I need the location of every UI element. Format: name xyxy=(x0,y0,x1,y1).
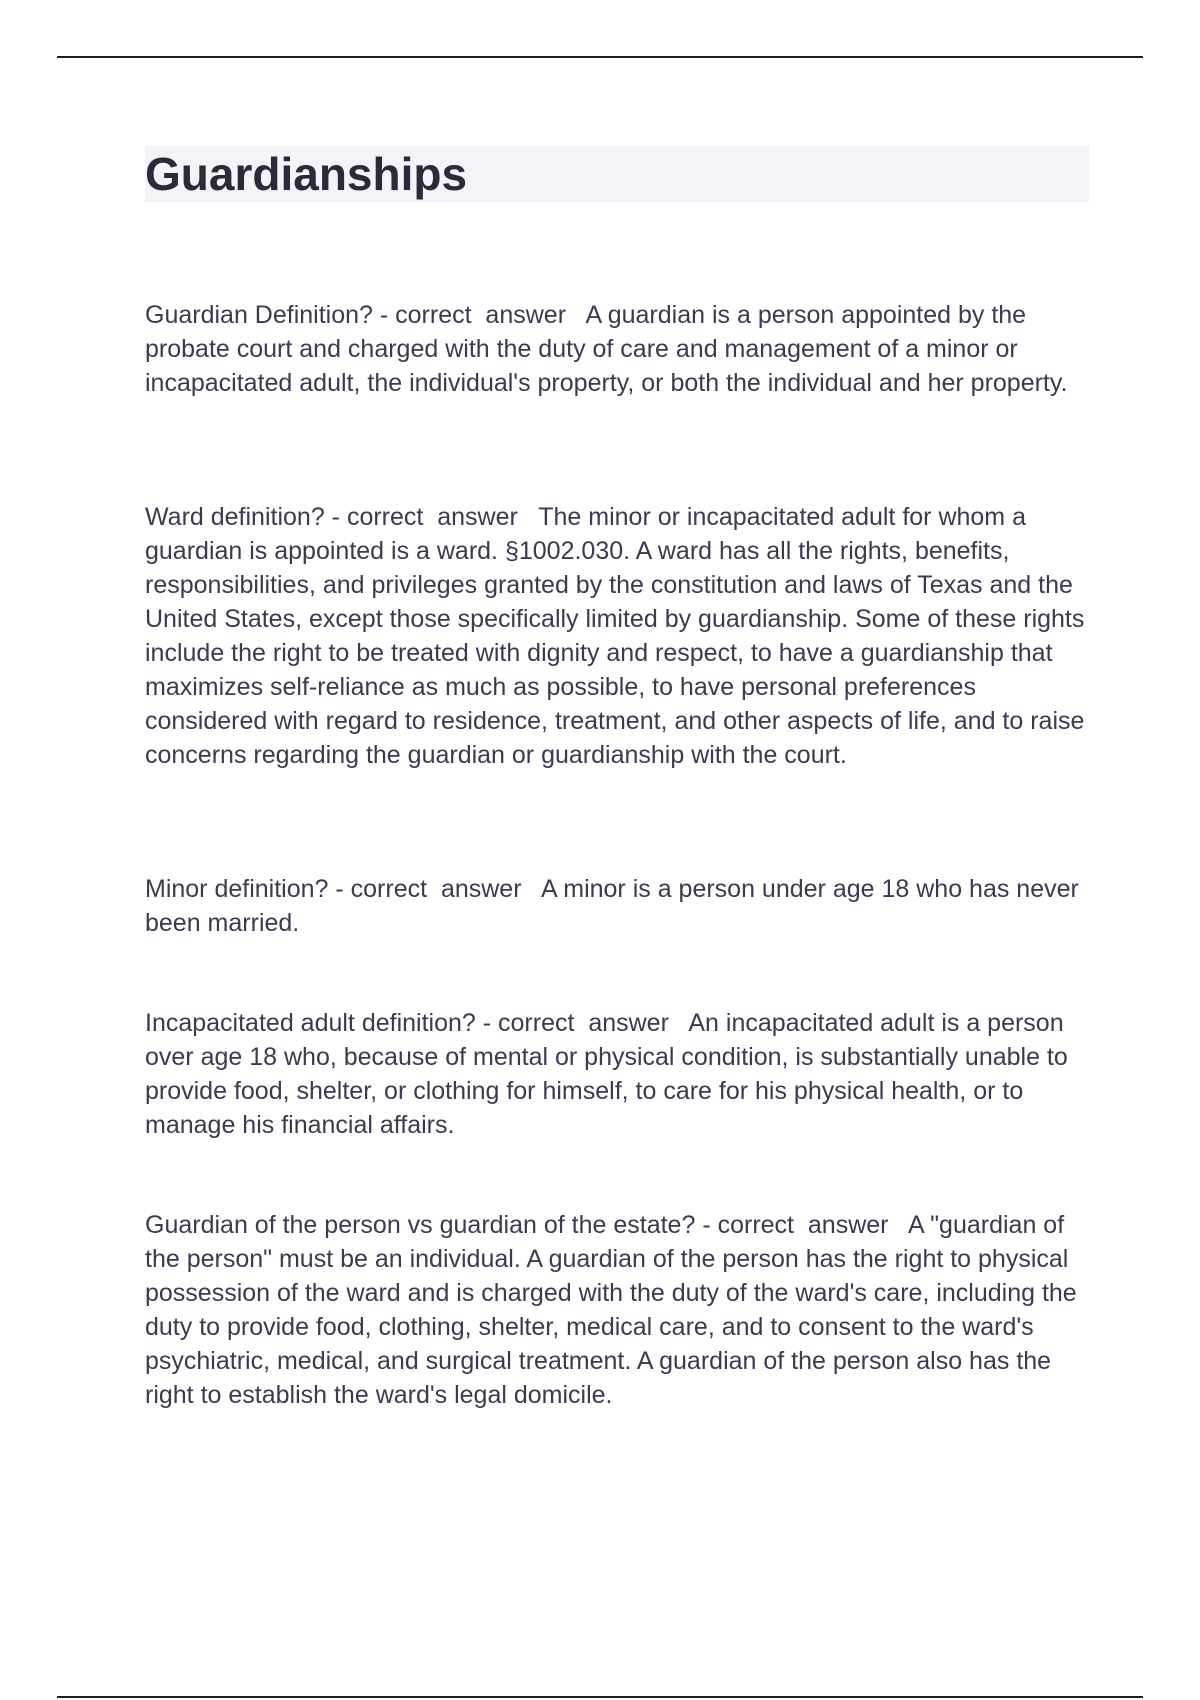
qa-entry-guardian-person-vs-estate xyxy=(145,1208,1095,1412)
entry-separator: - correct answer xyxy=(475,1009,689,1037)
qa-entry-guardian-definition xyxy=(145,298,1095,400)
entry-answer: A minor is a person under age 18 who has never been married. xyxy=(145,875,1086,937)
entry-question: Minor definition? xyxy=(145,875,329,903)
qa-entry-ward-definition xyxy=(145,500,1095,772)
entry-answer: A "guardian of the person" must be an individual. A guardian of the person has the right to physical possession of the ward and is charged with the duty of the ward's care, including the duty to provide food, clothing, shelter, medical care, and to consent to the ward's psychiatric, medical, and surgical treatment. A guardian of the person also has the right to establish the ward's legal domicile. xyxy=(145,1211,1084,1409)
entry-separator: - correct answer xyxy=(324,503,539,531)
top-divider xyxy=(57,56,1143,58)
entry-answer: A guardian is a person appointed by the probate court and charged with the duty of care and management of a minor or incapacitated adult, the individual's property, or both the individual and her property. xyxy=(145,301,1068,397)
entry-question: Guardian of the person vs guardian of the estate? xyxy=(145,1211,696,1239)
entry-answer: An incapacitated adult is a person over age 18 who, because of mental or physical condition, is substantially unable to provide food, shelter, or clothing for himself, to care for his physical health, or to manage his financial affairs. xyxy=(145,1009,1075,1139)
entry-separator: - correct answer xyxy=(695,1211,908,1239)
qa-entry-minor-definition xyxy=(145,872,1095,940)
bottom-divider xyxy=(57,1696,1143,1698)
page-title: Guardianships xyxy=(145,148,468,200)
entry-separator: - correct answer xyxy=(328,875,541,903)
entry-question: Incapacitated adult definition? xyxy=(145,1009,476,1037)
entry-separator: - correct answer xyxy=(372,301,586,329)
entry-question: Guardian Definition? xyxy=(145,301,373,329)
qa-entry-incapacitated-adult-definition xyxy=(145,1006,1095,1142)
entry-answer: The minor or incapacitated adult for whom a guardian is appointed is a ward. §1002.030. A ward has all the rights, benefits, responsibilities, and privileges granted by the constitution and laws of Texas and the United States, except those specifically limited by guardianship. Some of these rights include the right to be treated with dignity and respect, to have a guardianship that maximizes self-reliance as much as possible, to have personal preferences considered with regard to residence, treatment, and other aspects of life, and to raise concerns regarding the guardian or guardianship with the court. xyxy=(145,503,1092,769)
entry-question: Ward definition? xyxy=(145,503,325,531)
